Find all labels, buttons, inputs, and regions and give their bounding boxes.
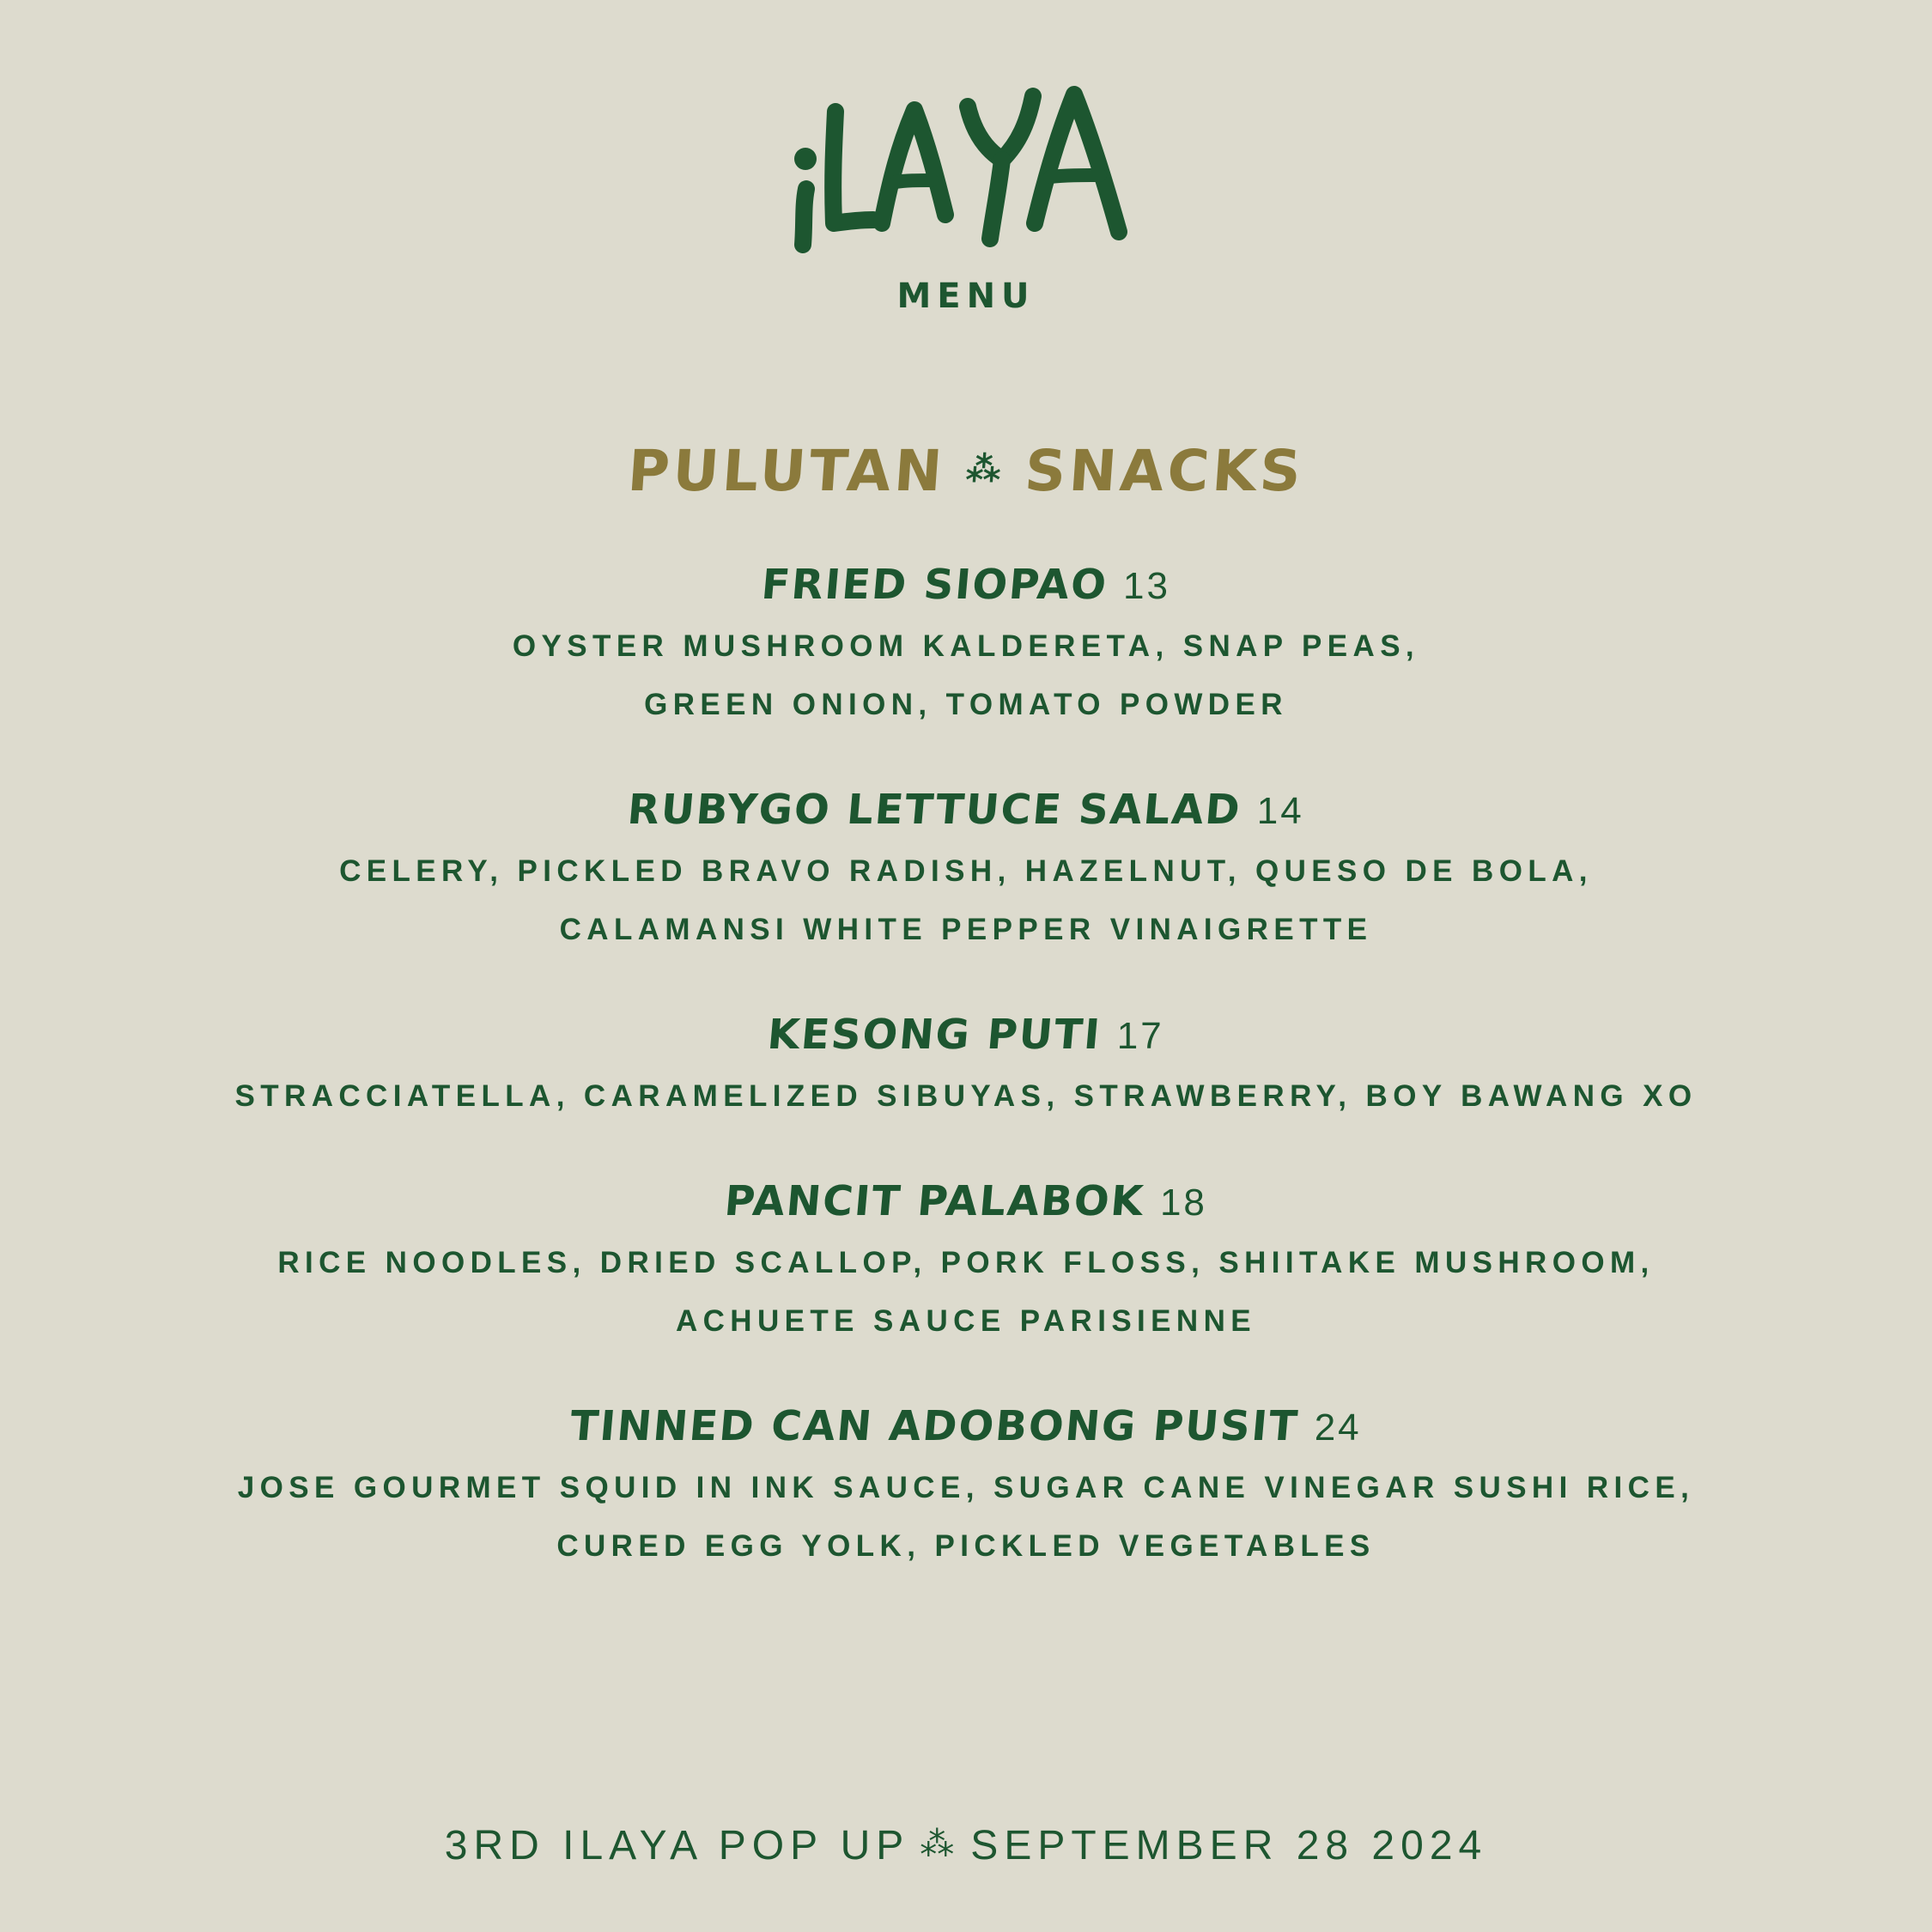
- item-price: 14: [1256, 790, 1304, 832]
- menu-item: [0, 556, 1932, 732]
- section-separator-icon: ⁂: [964, 449, 1006, 489]
- footer-event-name: 3RD ILAYA POP UP: [444, 1823, 910, 1868]
- item-description-line: JOSE GOURMET SQUID IN INK SAUCE, SUGAR CANE VINEGAR SUSHI RICE,: [237, 1471, 1695, 1504]
- item-name: RUBYGO LETTUCE SALAD: [625, 786, 1244, 834]
- section-title: [0, 438, 1932, 504]
- footer-separator-icon: ⁂: [920, 1826, 961, 1864]
- item-description-line: RICE NOODLES, DRIED SCALLOP, PORK FLOSS, SHIITAKE MUSHROOM,: [277, 1246, 1655, 1279]
- menu-items: [0, 556, 1932, 1623]
- item-description-line: ACHUETE SAUCE PARISIENNE: [675, 1304, 1257, 1338]
- item-name: FRIED SIOPAO: [759, 561, 1110, 609]
- item-name: PANCIT PALABOK: [722, 1177, 1147, 1225]
- item-description-line: GREEN ONION, TOMATO POWDER: [644, 688, 1288, 721]
- item-name: KESONG PUTI: [765, 1011, 1104, 1059]
- item-heading: [0, 1398, 1932, 1456]
- menu-item: [0, 1398, 1932, 1573]
- ilaya-logo-mark: [777, 77, 1155, 258]
- item-description-line: CURED EGG YOLK, PICKLED VEGETABLES: [556, 1529, 1376, 1563]
- item-heading: [0, 556, 1932, 615]
- section-title-right: SNACKS: [1023, 438, 1307, 504]
- item-description-line: CELERY, PICKLED BRAVO RADISH, HAZELNUT, QUESO DE BOLA,: [339, 854, 1593, 888]
- menu-item: [0, 1173, 1932, 1348]
- footer-event-info: [0, 1822, 1932, 1869]
- menu-label: MENU: [896, 276, 1036, 316]
- item-heading: [0, 1173, 1932, 1231]
- item-description-line: STRACCIATELLA, CARAMELIZED SIBUYAS, STRAWBERRY, BOY BAWANG XO: [234, 1079, 1698, 1113]
- item-price: 17: [1116, 1015, 1164, 1057]
- item-description-line: CALAMANSI WHITE PEPPER VINAIGRETTE: [559, 913, 1373, 946]
- item-price: 24: [1314, 1406, 1362, 1449]
- item-description-line: OYSTER MUSHROOM KALDERETA, SNAP PEAS,: [512, 629, 1420, 663]
- item-heading: [0, 1006, 1932, 1065]
- item-name: TINNED CAN ADOBONG PUSIT: [568, 1402, 1302, 1450]
- item-heading: [0, 781, 1932, 840]
- brand-logo: [0, 77, 1932, 266]
- item-price: 13: [1122, 565, 1170, 607]
- footer-event-date: SEPTEMBER 28 2024: [970, 1823, 1488, 1868]
- item-price: 18: [1159, 1182, 1207, 1224]
- section-title-left: PULUTAN: [625, 438, 948, 504]
- menu-item: [0, 781, 1932, 957]
- menu-item: [0, 1006, 1932, 1123]
